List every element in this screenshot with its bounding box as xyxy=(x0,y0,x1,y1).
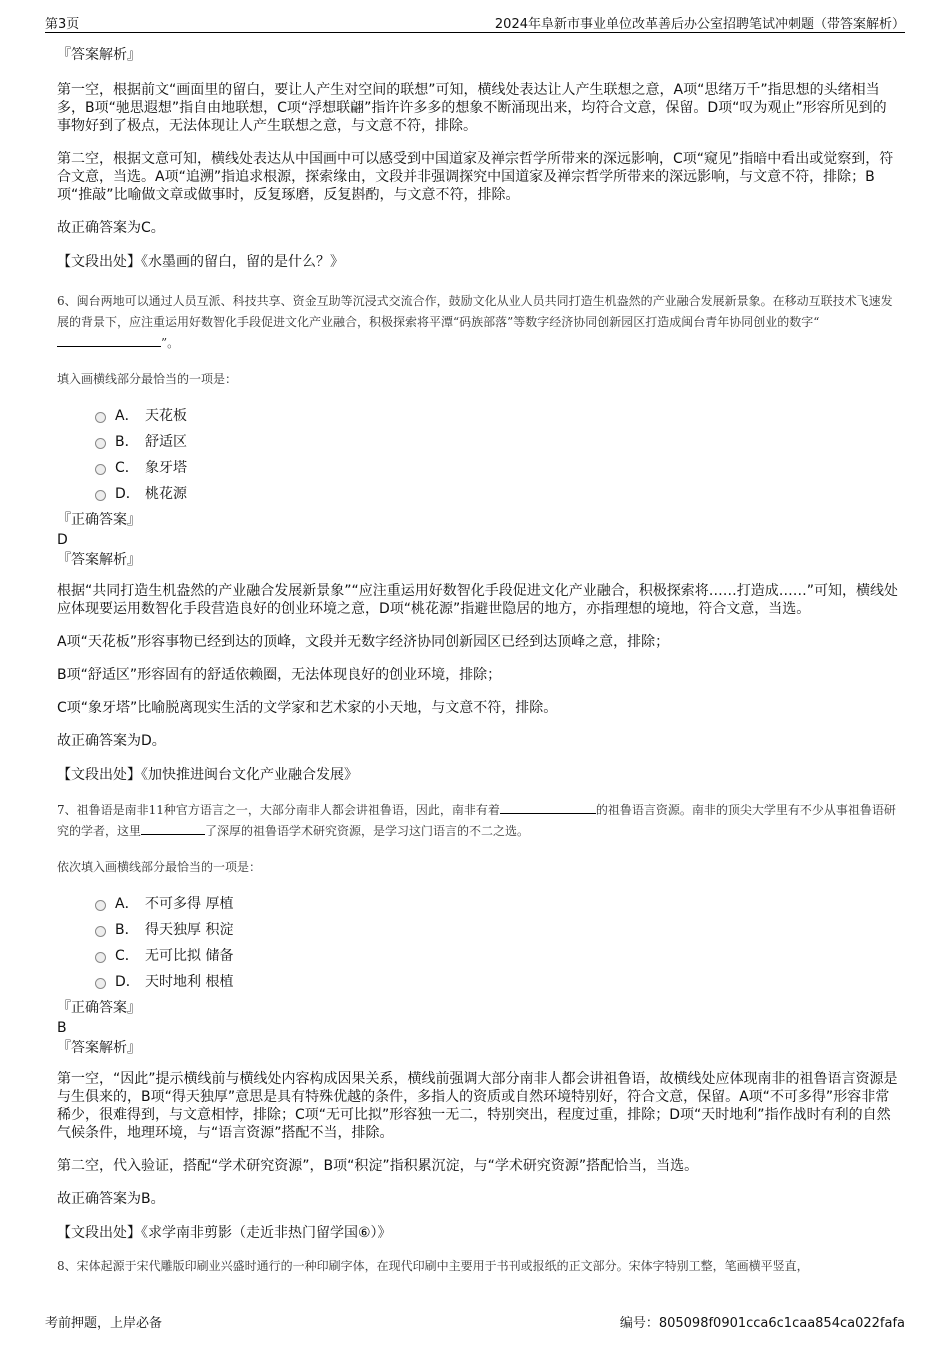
analysis-label: 『答案解析』 xyxy=(57,552,141,568)
analysis-paragraph: B项“舒适区”形容固有的舒适依赖圈，无法体现良好的创业环境，排除； xyxy=(57,667,502,683)
radio-icon[interactable] xyxy=(95,978,106,989)
option-list xyxy=(57,403,900,507)
analysis-paragraph: 第二空，根据文意可知，横线处表达从中国画中可以感受到中国道家及禅宗哲学所带来的深远影响，C项“窥见”指暗中看出或觉察到，符合文意，当选。A项“追溯”指追求根源，探索缘由，文段并非强调探究中国道家及禅宗哲学所带来的深远影响，与文意不符，排除；B项“推敲”比喻做文章或做事时，反复琢磨，反复斟酌，与文意不符，排除。 xyxy=(57,151,894,203)
option-c[interactable]: C． 象牙塔 xyxy=(57,455,900,481)
question-instruction: 依次填入画横线部分最恰当的一项是： xyxy=(57,860,262,874)
document-id: 编号：805098f0901cca6c1caa854ca022fafa xyxy=(619,1316,905,1331)
radio-icon[interactable] xyxy=(95,926,106,937)
document-title: 2024年阜新市事业单位改革善后办公室招聘笔试冲刺题（带答案解析） xyxy=(494,17,905,32)
analysis-paragraph: 根据“共同打造生机盎然的产业融合发展新景象”“应注重运用好数智化手段促进文化产业融合，积极探索将……打造成……”可知，横线处应体现要运用数智化手段营造良好的创业环境之意，D项“桃花源”指避世隐居的地方，亦指理想的境地，符合文意，当选。 xyxy=(57,583,899,617)
analysis-paragraph: A项“天花板”形容事物已经到达的顶峰，文段并无数字经济协同创新园区已经到达顶峰之意，排除； xyxy=(57,634,670,650)
radio-icon[interactable] xyxy=(95,464,106,475)
option-a[interactable]: A． 天花板 xyxy=(57,403,900,429)
conclusion: 故正确答案为C。 xyxy=(57,220,165,236)
conclusion: 故正确答案为B。 xyxy=(57,1191,165,1207)
source-note: 【文段出处】《求学南非剪影（走近非热门留学国⑥）》 xyxy=(57,1225,392,1241)
answer-label: 『正确答案』 xyxy=(57,1000,141,1016)
option-d[interactable]: D． 桃花源 xyxy=(57,481,900,507)
source-note: 【文段出处】《水墨画的留白，留的是什么？》 xyxy=(57,254,344,270)
correct-answer: B xyxy=(57,1020,67,1036)
question-stem: 7、祖鲁语是南非11种官方语言之一，大部分南非人都会讲祖鲁语，因此，南非有着 的祖鲁语言资源。南非的顶尖大学里有不少从事祖鲁语研究的学者，这里 了深厚的祖鲁语学术研究资源，是学习这门语言的不二之选。 xyxy=(57,803,896,838)
option-a[interactable]: A． 不可多得 厚植 xyxy=(57,891,900,917)
analysis-label: 『答案解析』 xyxy=(57,1040,141,1056)
radio-icon[interactable] xyxy=(95,952,106,963)
option-c[interactable]: C． 无可比拟 储备 xyxy=(57,943,900,969)
fill-blank xyxy=(141,822,205,835)
question-instruction: 填入画横线部分最恰当的一项是： xyxy=(57,372,238,386)
fill-blank xyxy=(57,334,161,347)
fill-blank xyxy=(500,801,596,814)
page-footer xyxy=(45,1312,905,1331)
page-content xyxy=(57,46,900,1277)
radio-icon[interactable] xyxy=(95,900,106,911)
question-stem: 8、宋体起源于宋代雕版印刷业兴盛时通行的一种印刷字体，在现代印刷中主要用于书刊或报纸的正文部分。宋体字特别工整，笔画横平竖直， xyxy=(57,1259,809,1273)
footer-slogan: 考前押题，上岸必备 xyxy=(45,1316,163,1331)
option-b[interactable]: B． 得天独厚 积淀 xyxy=(57,917,900,943)
radio-icon[interactable] xyxy=(95,490,106,501)
radio-icon[interactable] xyxy=(95,412,106,423)
answer-label: 『正确答案』 xyxy=(57,512,141,528)
option-d[interactable]: D． 天时地利 根植 xyxy=(57,969,900,995)
analysis-paragraph: 第二空，代入验证，搭配“学术研究资源”，B项“积淀”指积累沉淀，与“学术研究资源”搭配恰当，当选。 xyxy=(57,1158,699,1174)
question-stem: 6、闽台两地可以通过人员互派、科技共享、资金互助等沉浸式交流合作，鼓励文化从业人员共同打造生机盎然的产业融合发展新景象。在移动互联技术飞速发展的背景下，应注重运用好数智化手段促进文化产业融合，积极探索将平潭“码族部落”等数字经济协同创新园区打造成闽台青年协同创业的数字“”。 xyxy=(57,294,893,350)
page-number: 第3页 xyxy=(45,17,80,32)
conclusion: 故正确答案为D。 xyxy=(57,733,166,749)
source-note: 【文段出处】《加快推进闽台文化产业融合发展》 xyxy=(57,767,358,783)
correct-answer: D xyxy=(57,532,68,548)
option-b[interactable]: B． 舒适区 xyxy=(57,429,900,455)
page-header xyxy=(45,10,905,33)
radio-icon[interactable] xyxy=(95,438,106,449)
analysis-paragraph: 第一空，“因此”提示横线前与横线处内容构成因果关系，横线前强调大部分南非人都会讲祖鲁语，故横线处应体现南非的祖鲁语言资源是与生俱来的，B项“得天独厚”意思是具有特殊优越的条件，多指人的资质或自然环境特别好，符合文意，保留。A项“不可多得”形容非常稀少，很难得到，与文意相悖，排除；C项“无可比拟”形容独一无二，特别突出，程度过重，排除；D项“天时地利”指作战时有利的自然气候条件，地理环境，与“语言资源”搭配不当，排除。 xyxy=(57,1071,898,1141)
analysis-paragraph: C项“象牙塔”比喻脱离现实生活的文学家和艺术家的小天地，与文意不符，排除。 xyxy=(57,700,558,716)
analysis-paragraph: 第一空，根据前文“画面里的留白，要让人产生对空间的联想”可知，横线处表达让人产生联想之意，A项“思绪万千”指思想的头绪相当多，B项“驰思遐想”指自由地联想，C项“浮想联翩”指许许多多的想象不断涌现出来，均符合文意，保留。D项“叹为观止”形容所见到的事物好到了极点，无法体现让人产生联想之意，与文意不符，排除。 xyxy=(57,82,887,134)
option-list xyxy=(57,891,900,995)
analysis-label: 『答案解析』 xyxy=(57,47,141,63)
